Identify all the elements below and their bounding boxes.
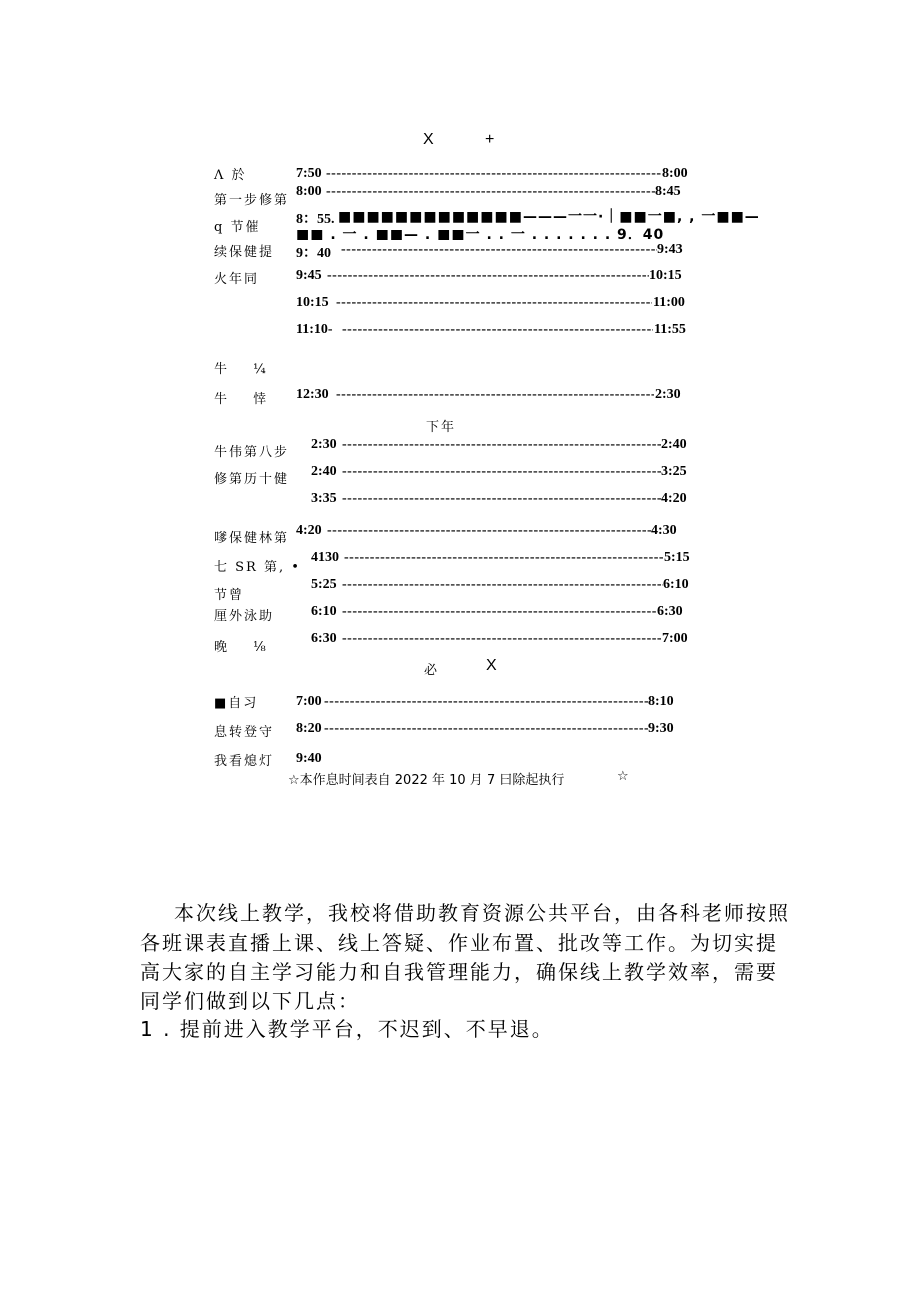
schedule-footer-note: ☆本作息时间表自 2022 年 10 月 7 曰除起执行 bbox=[288, 773, 565, 788]
afternoon-heading: 下年 bbox=[426, 420, 457, 435]
dash-leader bbox=[324, 721, 648, 737]
row-label: 第一步修第 bbox=[214, 193, 290, 208]
time-end: 3:25 bbox=[661, 464, 687, 479]
paragraph-line: 高大家的自主学习能力和自我管理能力，确保线上教学效率，需要 bbox=[140, 960, 778, 984]
row-label: q 节催 bbox=[214, 220, 261, 235]
time-start: 9:45 bbox=[296, 268, 322, 283]
dash-leader bbox=[342, 437, 661, 453]
time-start: 2:40 bbox=[311, 464, 337, 479]
time-start: 12:30 bbox=[296, 387, 329, 402]
paragraph-line: 本次线上教学，我校将借助教育资源公共平台，由各科老师按照 bbox=[174, 901, 790, 925]
row-label: 息转登守 bbox=[214, 725, 275, 740]
paragraph-line: 同学们做到以下几点： bbox=[140, 989, 360, 1013]
row-label: 七 SR 第, • bbox=[214, 560, 301, 575]
dash-leader bbox=[327, 268, 649, 284]
time-end: 9:30 bbox=[648, 721, 674, 736]
row-label: ■自习 bbox=[214, 696, 259, 711]
dash-leader bbox=[344, 550, 663, 566]
time-start: 5:25 bbox=[311, 577, 337, 592]
dash-leader bbox=[342, 604, 657, 620]
dash-leader bbox=[342, 577, 663, 593]
dash-leader bbox=[326, 166, 662, 182]
row-label: 我看熄灯 bbox=[214, 754, 275, 769]
schedule-title-right: + bbox=[485, 131, 495, 148]
evening-heading-left: 必 bbox=[424, 663, 440, 678]
list-item-1: 1 . 提前进入教学平台，不迟到、不早退。 bbox=[140, 1017, 554, 1041]
time-start: 2:30 bbox=[311, 437, 337, 452]
time-end: 11:55 bbox=[654, 322, 686, 337]
row-label: 晚 ⅛ bbox=[214, 640, 268, 655]
time-end: 2:40 bbox=[661, 437, 687, 452]
time-start: 7:50 bbox=[296, 166, 322, 181]
dash-leader bbox=[341, 242, 657, 258]
paragraph-line: 各班课表直播上课、线上答疑、作业布置、批改等工作。为切实提 bbox=[140, 931, 778, 955]
time-start: 8:20 bbox=[296, 721, 322, 736]
time-end: 4:20 bbox=[661, 491, 687, 506]
time-end: 11:00 bbox=[653, 295, 685, 310]
row-label: 修第历十健 bbox=[214, 472, 290, 487]
dash-leader bbox=[336, 387, 654, 403]
row-label: Λ 於 bbox=[214, 168, 247, 183]
dash-leader bbox=[342, 631, 662, 647]
star-icon: ☆ bbox=[617, 769, 629, 784]
time-end: 8:10 bbox=[648, 694, 674, 709]
evening-heading-right: X bbox=[486, 657, 497, 674]
time-end: 7:00 bbox=[662, 631, 688, 646]
time-end: 4:30 bbox=[651, 523, 677, 538]
dash-leader bbox=[324, 694, 648, 710]
time-start: 6:30 bbox=[311, 631, 337, 646]
row-label: 节曾 bbox=[214, 588, 245, 603]
dash-leader bbox=[327, 523, 651, 539]
time-end: 8:00 bbox=[662, 166, 688, 181]
row-label: 厘外泳助 bbox=[214, 609, 275, 624]
garbled-line-1: ■■■■■■■■■■■■■———一一·｜■■一■, , 一■■— bbox=[338, 209, 760, 225]
garbled-line-2: ■■ . 一 . ■■— . ■■一 . . 一 . . . . . . . 9．40 bbox=[296, 227, 665, 240]
time-end: 2:30 bbox=[655, 387, 681, 402]
time-end: 9:43 bbox=[657, 242, 683, 257]
dash-leader bbox=[342, 322, 653, 338]
time-end: 10:15 bbox=[649, 268, 682, 283]
dash-leader bbox=[326, 184, 655, 200]
time-end: 6:10 bbox=[663, 577, 689, 592]
time-start: 10:15 bbox=[296, 295, 329, 310]
time-end: 6:30 bbox=[657, 604, 683, 619]
dash-leader bbox=[342, 464, 661, 480]
time-start: 8：55. bbox=[296, 212, 335, 227]
row-label: 续保健提 bbox=[214, 245, 275, 260]
row-label: 牛伟第八步 bbox=[214, 445, 290, 460]
time-start: 3:35 bbox=[311, 491, 337, 506]
row-label: 火年同 bbox=[214, 272, 260, 287]
row-label: 嗲保健林第 bbox=[214, 531, 290, 546]
time-start: 7:00 bbox=[296, 694, 322, 709]
row-label: 牛 ¼ bbox=[214, 362, 268, 377]
time-start: 9:40 bbox=[296, 751, 322, 766]
time-end: 8:45 bbox=[655, 184, 681, 199]
dash-leader bbox=[342, 491, 661, 507]
dash-leader bbox=[336, 295, 652, 311]
time-start: 11:10- bbox=[296, 322, 333, 337]
time-start: 4130 bbox=[311, 550, 339, 565]
schedule-title-left: X bbox=[423, 131, 434, 148]
time-start: 8:00 bbox=[296, 184, 322, 199]
time-start: 6:10 bbox=[311, 604, 337, 619]
time-end: 5:15 bbox=[664, 550, 690, 565]
time-start: 4:20 bbox=[296, 523, 322, 538]
row-label: 牛 悻 bbox=[214, 392, 269, 407]
time-start: 9：40 bbox=[296, 246, 331, 261]
